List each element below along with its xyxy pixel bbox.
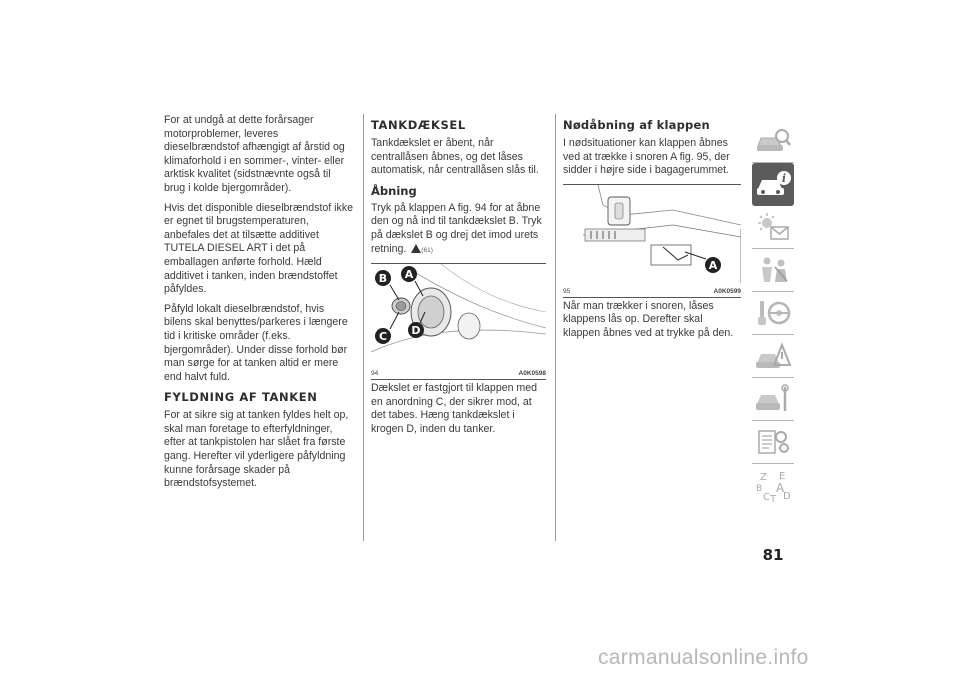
figure-label: D xyxy=(411,324,421,338)
car-service-icon xyxy=(755,384,791,414)
nav-item-safety[interactable] xyxy=(752,249,794,292)
figure-number: 94 xyxy=(371,370,379,378)
safety-airbag-icon xyxy=(755,255,791,285)
paragraph: Dækslet er fastgjort til klappen med en anordning C, der sikrer mod, at det tabes. Hæng tankdækslet i krogen D, inden du tanker. xyxy=(371,382,538,435)
text-column-3 xyxy=(563,114,741,347)
paragraph: I nødsituationer kan klappen åbnes ved at trække i snoren A fig. 95, der sidder i højre side i bagagerummet. xyxy=(563,137,730,177)
index-letter: C xyxy=(763,491,770,503)
text-column-1 xyxy=(164,114,354,497)
index-letters-icon xyxy=(755,469,791,503)
nav-item-getting-to-know[interactable] xyxy=(752,120,794,163)
figure-caption xyxy=(371,365,546,377)
figure-label: C xyxy=(378,330,388,344)
index-letter: E xyxy=(779,470,786,482)
section-heading: FYLDNING AF TANKEN xyxy=(164,390,318,405)
paragraph: Påfyld lokalt dieselbrændstof, hvis bilens skal benyttes/parkeres i længere tid i kritiske områder (f.eks. bjergområder). Under disse forhold bør man sørge for at tanken altid er mere end halvt fuld. xyxy=(164,302,348,383)
nav-item-technical-data[interactable] xyxy=(752,421,794,464)
figure-code: A0K0599 xyxy=(713,287,741,295)
figure-94 xyxy=(371,263,546,380)
section-heading: Nødåbning af klappen xyxy=(563,118,710,132)
nav-item-maintenance[interactable] xyxy=(752,378,794,421)
fuel-flap-illustration xyxy=(371,264,546,365)
nav-item-car-info[interactable] xyxy=(752,163,794,206)
warning-reference: (61) xyxy=(421,246,433,254)
trunk-release-illustration xyxy=(563,185,741,283)
figure-95 xyxy=(563,184,741,298)
paragraph: Når man trækker i snoren, låses klappens lås op. Derefter skal klappen åbnes ved at trykke på den. xyxy=(563,299,734,339)
index-letter: B xyxy=(756,483,763,494)
paragraph: Hvis det disponible dieselbrændstof ikke er egnet til brugstemperaturen, anbefales det at tilsætte additivet TUTELA DIESEL ART i det på emballagen anførte forhold. Hæld additivet i tanken, inden brændstoffet påfyldes. xyxy=(164,201,354,296)
figure-label: B xyxy=(378,272,388,286)
svg-text:i: i xyxy=(781,171,787,185)
figure-number: 95 xyxy=(563,287,571,295)
key-steering-wheel-icon xyxy=(755,298,791,328)
index-letter: T xyxy=(770,493,777,503)
nav-item-warning-lights[interactable] xyxy=(752,206,794,249)
figure-caption xyxy=(563,283,741,295)
page-number: 81 xyxy=(762,546,784,564)
warning-triangle-icon xyxy=(411,244,421,253)
column-divider xyxy=(363,114,364,541)
paragraph: For at sikre sig at tanken fyldes helt op, skal man foretage to efterfyldninger, efter at tankpistolen har slået fra første gang. Herefter vil yderligere påfyldning kunne forårsage skader på brændstofsystemet. xyxy=(164,409,349,490)
paragraph: Tankdækslet er åbent, når centrallåsen åbnes, og det låses automatisk, når centrallåsen slås til. xyxy=(371,137,539,177)
car-warning-triangle-icon xyxy=(755,341,791,371)
chapter-navigation xyxy=(752,120,794,507)
warning-light-message-icon xyxy=(755,212,791,242)
nav-item-starting-driving[interactable] xyxy=(752,292,794,335)
figure-label: A xyxy=(404,268,414,282)
figure-code: A0K0598 xyxy=(518,370,546,378)
column-divider xyxy=(555,114,556,541)
paragraph: For at undgå at dette forårsager motorproblemer, leveres dieselbrændstof afhængigt af årstid og klimaforhold i en sommer-, vinter- eller arktisk kvalitet (sidstnævnte også til brug i kolde bjergområder). xyxy=(164,114,345,194)
car-search-icon xyxy=(755,126,791,156)
text-column-2 xyxy=(371,114,546,443)
technical-data-icon xyxy=(755,427,791,457)
paragraph-text: Tryk på klappen A fig. 94 for at åbne den og nå ind til tankdækslet B. Tryk på dækslet B og drej det imod urets retning. xyxy=(371,201,542,255)
nav-item-emergency[interactable] xyxy=(752,335,794,378)
nav-item-index[interactable] xyxy=(752,464,794,507)
index-letter: A xyxy=(776,480,785,495)
index-letter: D xyxy=(783,490,791,502)
watermark: carmanualsonline.info xyxy=(598,646,809,669)
figure-label: A xyxy=(708,258,718,272)
index-letter: Z xyxy=(760,471,767,483)
car-info-icon xyxy=(754,169,792,201)
section-heading: TANKDÆKSEL xyxy=(371,118,466,132)
paragraph xyxy=(371,202,546,257)
subsection-heading: Åbning xyxy=(371,183,417,198)
